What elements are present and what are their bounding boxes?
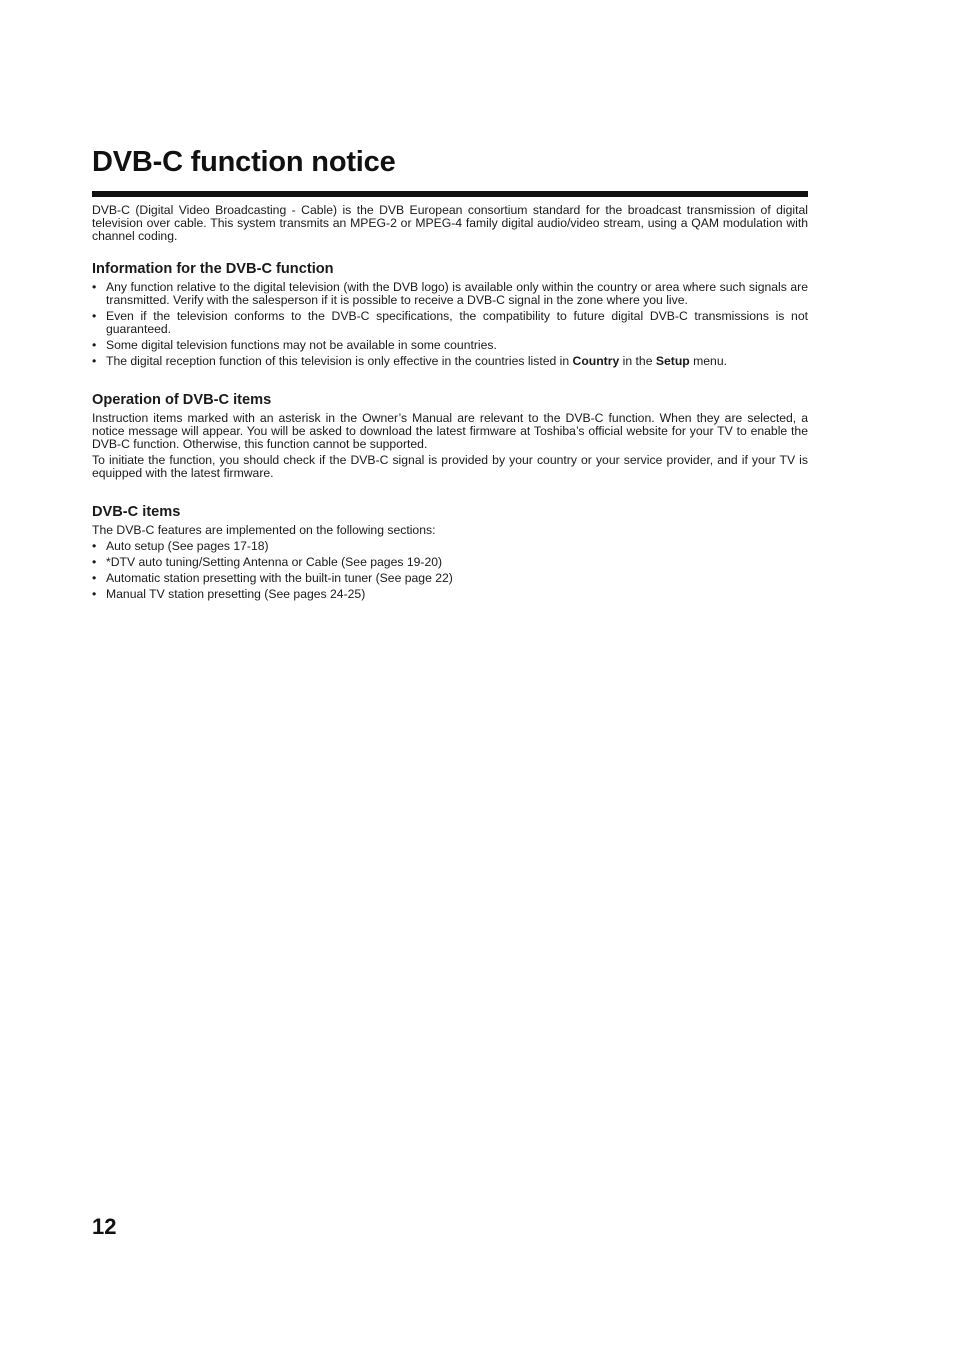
items-lead-paragraph: The DVB-C features are implemented on the following sections: <box>92 523 436 537</box>
page-title: DVB-C function notice <box>92 146 396 178</box>
list-item <box>92 355 808 368</box>
list-item-text: The digital reception function of this television is only effective in the countries listed in <box>106 354 573 368</box>
list-item: • Any function relative to the digital television (with the DVB logo) is available only within the country or area where such signals are transmitted. Verify with the salesperson if it is possible to receive a DVB-C signal in the zone where you live. <box>92 281 808 307</box>
setup-menu-term: Setup <box>655 354 690 368</box>
list-item: • Automatic station presetting with the built-in tuner (See page 22) <box>92 572 808 585</box>
operation-paragraph: To initiate the function, you should check if the DVB-C signal is provided by your country or your service provider, and if your TV is equipped with the latest firmware. <box>92 453 808 480</box>
list-item: • *DTV auto tuning/Setting Antenna or Cable (See pages 19-20) <box>92 556 808 569</box>
list-item-text: menu. <box>689 354 727 368</box>
page-number: 12 <box>92 1214 117 1239</box>
section-heading-information: Information for the DVB-C function <box>92 261 334 277</box>
list-item: • Some digital television functions may not be available in some countries. <box>92 339 808 352</box>
title-rule <box>92 191 808 197</box>
intro-paragraph: DVB-C (Digital Video Broadcasting - Cable) is the DVB European consortium standard for the broadcast transmission of digital television over cable. This system transmits an MPEG-2 or MPEG-4 family digital audio/video stream, using a QAM modulation with channel coding. <box>92 203 808 243</box>
list-item: • Manual TV station presetting (See pages 24-25) <box>92 588 808 601</box>
list-item: • Even if the television conforms to the DVB-C specifications, the compatibility to future digital DVB-C transmissions is not guaranteed. <box>92 310 808 336</box>
section-heading-operation: Operation of DVB-C items <box>92 392 272 408</box>
country-menu-term: Country <box>572 354 620 368</box>
information-bullet-list <box>92 281 808 368</box>
operation-paragraph: Instruction items marked with an asterisk in the Owner’s Manual are relevant to the DVB-C function. When they are selected, a notice message will appear. You will be asked to download the latest firmware at Toshiba’s official website for your TV to enable the DVB-C function. Otherwise, this function cannot be supported. <box>92 411 808 451</box>
list-item: • Auto setup (See pages 17-18) <box>92 540 808 553</box>
document-body <box>92 204 808 604</box>
items-bullet-list <box>92 540 808 601</box>
section-heading-items: DVB-C items <box>92 504 181 520</box>
list-item-text: in the <box>619 354 656 368</box>
